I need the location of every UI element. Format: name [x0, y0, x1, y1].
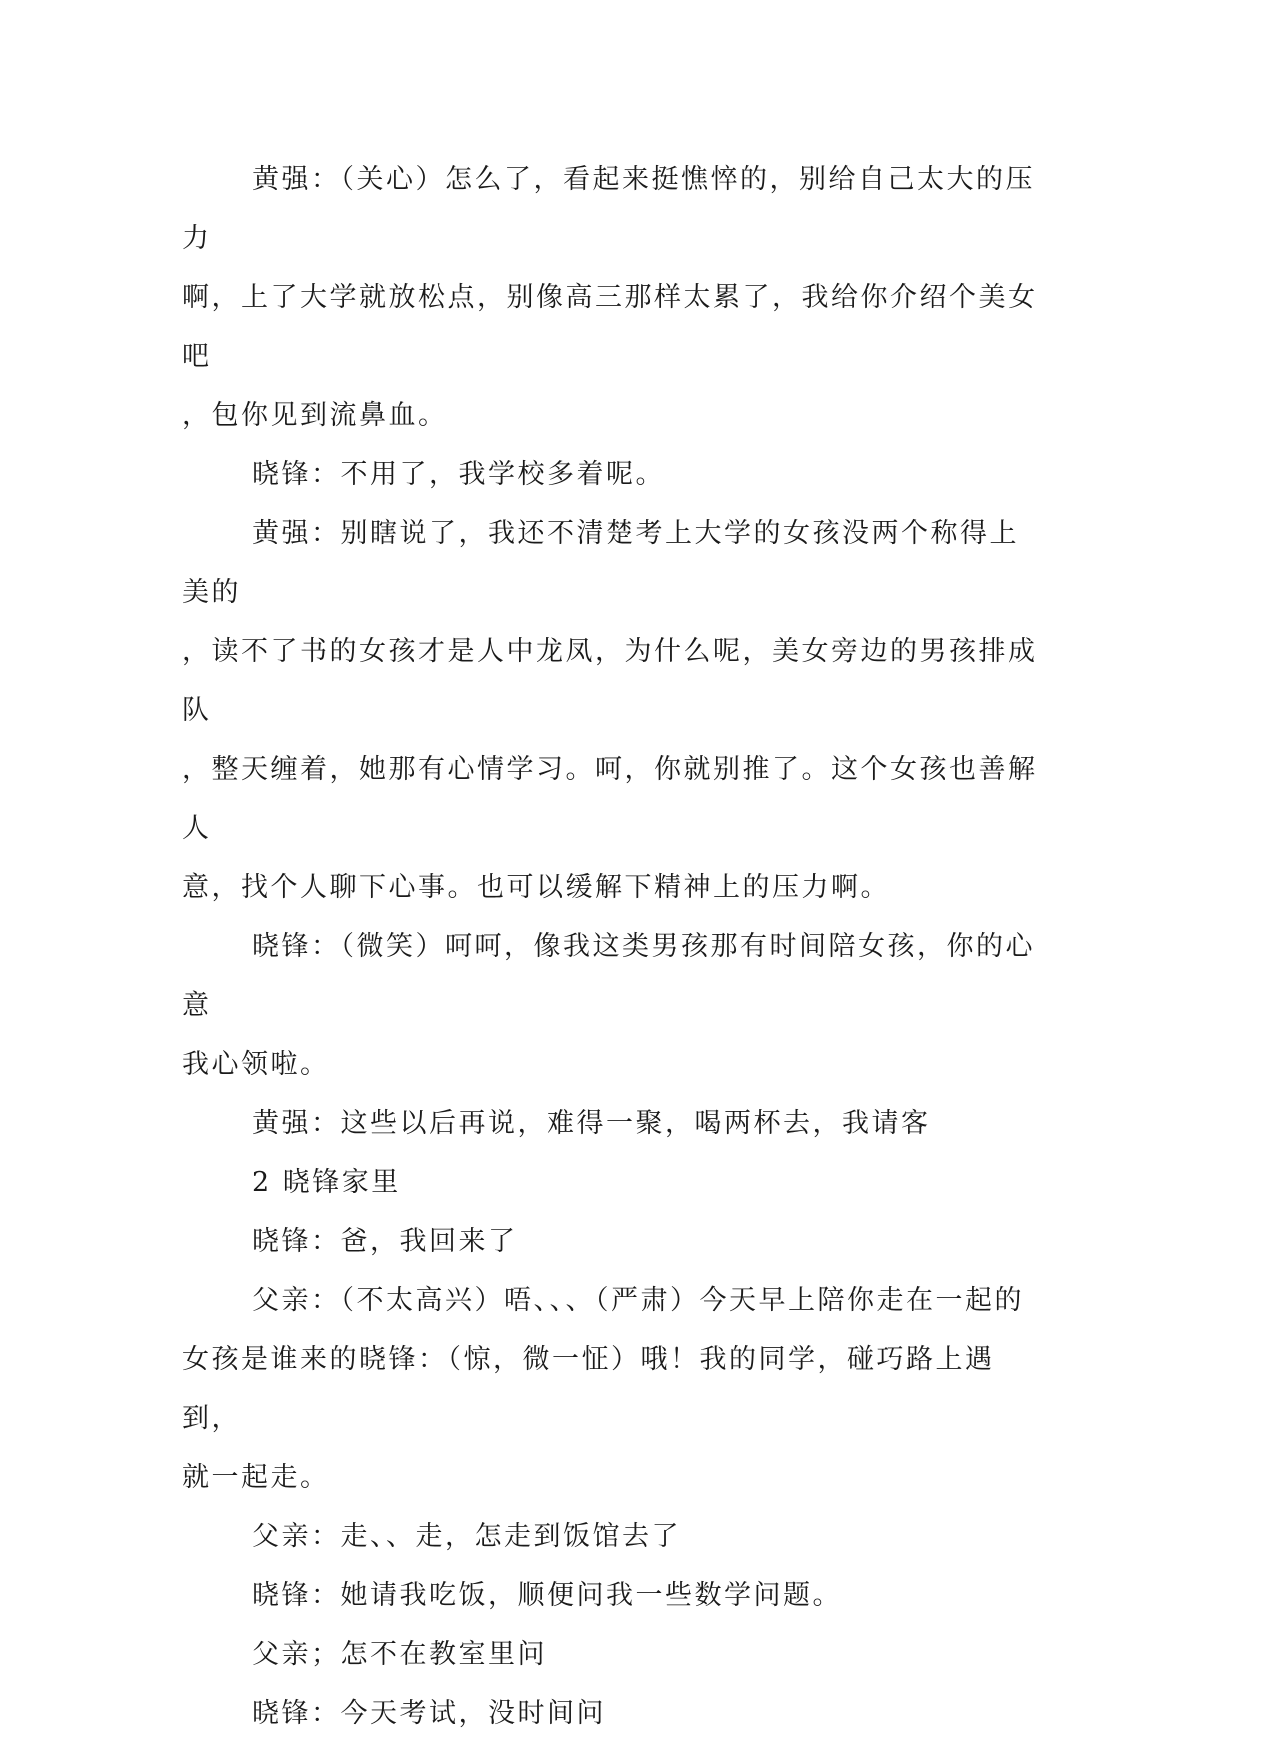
document-body	[182, 150, 1042, 1743]
paragraph: 黄强：这些以后再说，难得一聚，喝两杯去，我请客	[252, 1108, 931, 1139]
paragraph: 晓锋：爸，我回来了	[252, 1226, 518, 1257]
paragraph: 父亲；怎不在教室里问	[252, 1639, 547, 1670]
scene-heading: 2 晓锋家里	[252, 1167, 401, 1198]
paragraph: 父亲：走、、走，怎走到饭馆去了	[252, 1521, 681, 1552]
paragraph: 黄强：别瞎说了，我还不清楚考上大学的女孩没两个称得上美的 ，读不了书的女孩才是人中龙凤，为什么呢，美女旁边的男孩排成队 ，整天缠着，她那有心情学习。呵，你就别推了。这个女孩也善解人 意，找个人聊下心事。也可以缓解下精神上的压力啊。	[182, 518, 1038, 903]
paragraph: 父亲：（不太高兴）唔、、、（严肃）今天早上陪你走在一起的 女孩是谁来的晓锋：（惊，微一怔）哦！我的同学，碰巧路上遇到， 就一起走。	[182, 1285, 1024, 1493]
paragraph: 晓锋：她请我吃饭，顺便问我一些数学问题。	[252, 1580, 842, 1611]
paragraph: 晓锋：不用了，我学校多着呢。	[252, 459, 665, 490]
paragraph: 晓锋：今天考试，没时间问	[252, 1698, 606, 1729]
paragraph: 黄强：（关心）怎么了，看起来挺憔悴的，别给自己太大的压力 啊，上了大学就放松点，别像高三那样太累了，我给你介绍个美女吧 ，包你见到流鼻血。	[182, 164, 1038, 431]
paragraph: 晓锋：（微笑）呵呵，像我这类男孩那有时间陪女孩，你的心意 我心领啦。	[182, 931, 1035, 1080]
